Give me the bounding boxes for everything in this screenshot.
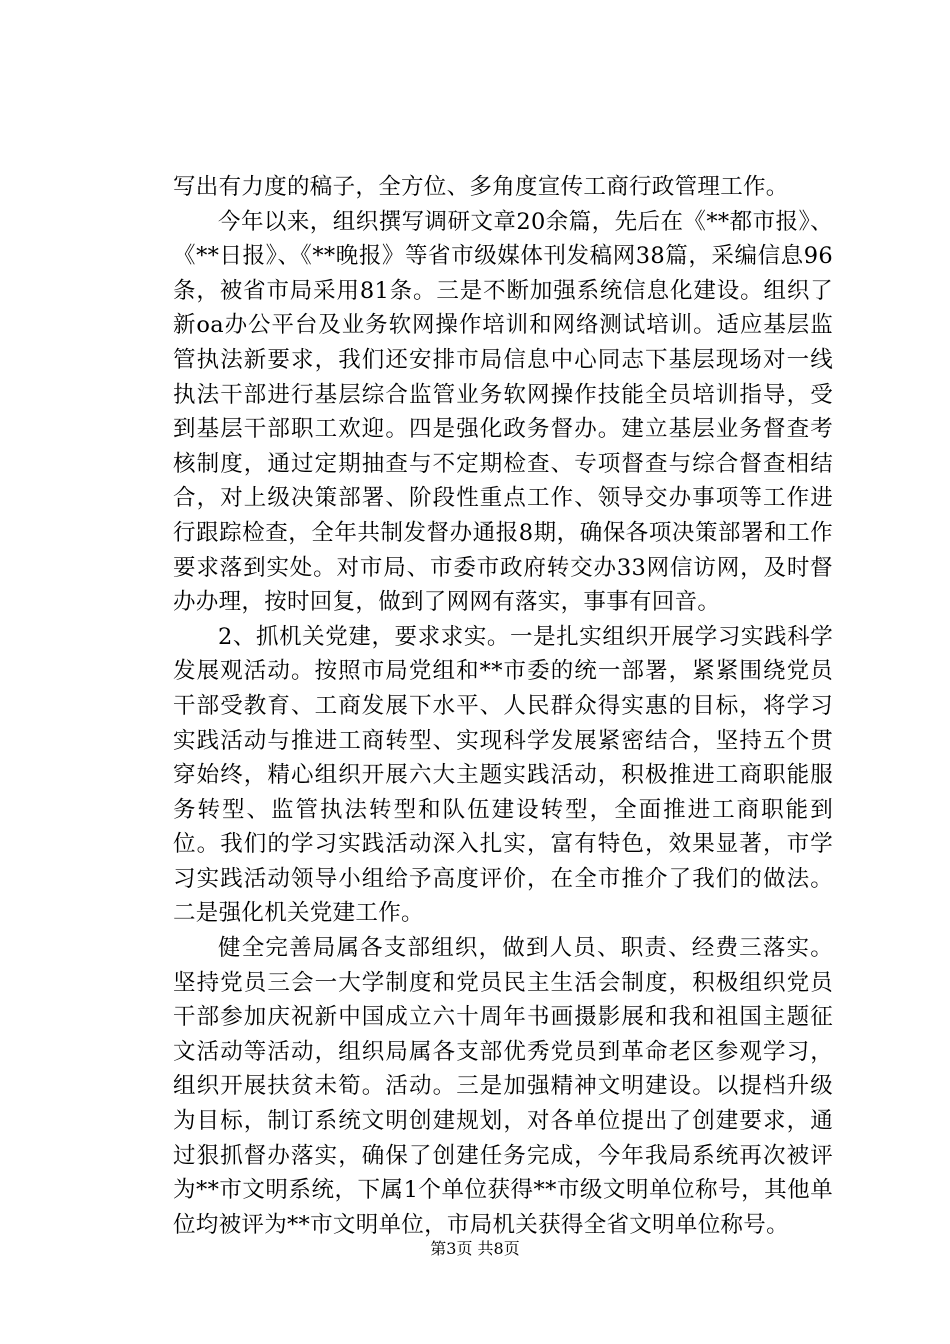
- paragraph-civilization-building: 健全完善局属各支部组织，做到人员、职责、经费三落实。坚持党员三会一大学制度和党员民主生活会制度，积极组织党员干部参加庆祝新中国成立六十周年书画摄影展和我和祖国主题征文活动等活动，组织局属各支部优秀党员到革命老区参观学习，组织开展扶贫未筍。活动。三是加强精神文明建设。以提档升级为目标，制订系统文明创建规划，对各单位提出了创建要求，通过狠抓督办落实，确保了创建任务完成，今年我局系统再次被评为**市文明系统，下属1个单位获得**市级文明单位称号，其他单位均被评为**市文明单位，市局机关获得全省文明单位称号。: [173, 935, 833, 1238]
- paragraph-continuation: 写出有力度的稿子，全方位、多角度宣传工商行政管理工作。: [173, 174, 789, 200]
- paragraph-party-building: 2、抓机关党建，要求求实。一是扎实组织开展学习实践科学发展观活动。按照市局党组和**市委的统一部署，紧紧围绕党员干部受教育、工商发展下水平、人民群众得实惠的目标，将学习实践活动与推进工商转型、实现科学发展紧密结合，坚持五个贯穿始终，精心组织开展六大主题实践活动，积极推进工商职能服务转型、监管执法转型和队伍建设转型，全面推进工商职能到位。我们的学习实践活动深入扎实，富有特色，效果显著，市学习实践活动领导小组给予高度评价，在全市推介了我们的做法。二是强化机关党建工作。: [173, 623, 833, 927]
- document-body: [173, 170, 833, 1242]
- paragraph-research-and-supervision: 今年以来，组织撰写调研文章20余篇，先后在《**都市报》、《**日报》、《**晚报》等省市级媒体刊发稿网38篇，采编信息96条，被省市局采用81条。三是不断加强系统信息化建设。组织了新oa办公平台及业务软网操作培训和网络测试培训。适应基层监管执法新要求，我们还安排市局信息中心同志下基层现场对一线执法干部进行基层综合监管业务软网操作技能全员培训指导，受到基层干部职工欢迎。四是强化政务督办。建立基层业务督查考核制度，通过定期抽查与不定期检查、专项督查与综合督查相结合，对上级决策部署、阶段性重点工作、领导交办事项等工作进行跟踪检查，全年共制发督办通报8期，确保各项决策部署和工作要求落到实处。对市局、市委市政府转交办33网信访网，及时督办办理，按时回复，做到了网网有落实，事事有回音。: [173, 208, 833, 616]
- page-number-footer: 第3页 共8页: [430, 1239, 520, 1258]
